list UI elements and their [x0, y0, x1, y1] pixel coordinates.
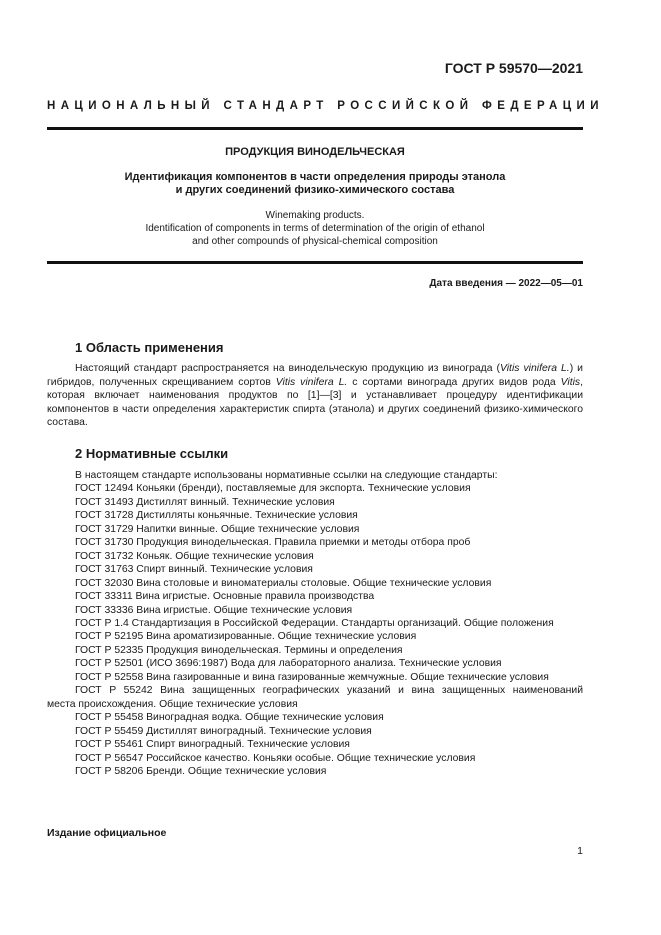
reference-item: ГОСТ 31728 Дистилляты коньячные. Технические условия — [75, 510, 358, 522]
reference-item: ГОСТ 32030 Вина столовые и виноматериалы столовые. Общие технические условия — [75, 577, 492, 589]
title-bottom-rule — [47, 261, 583, 264]
page-number: 1 — [577, 845, 583, 857]
document-number: ГОСТ Р 59570—2021 — [444, 60, 583, 76]
normative-references — [47, 469, 583, 778]
reference-item: ГОСТ Р 58206 Бренди. Общие технические условия — [75, 765, 327, 777]
reference-item: ГОСТ 12494 Коньяки (бренди), поставляемые для экспорта. Технические условия — [75, 483, 471, 495]
reference-item: ГОСТ 33311 Вина игристые. Основные правила производства — [75, 591, 375, 603]
reference-item-continuation: места происхождения. Общие технические условия — [47, 698, 298, 710]
reference-item: ГОСТ Р 1.4 Стандартизация в Российской Федерации. Стандарты организаций. Общие положения — [75, 617, 554, 629]
reference-item: ГОСТ Р 55242 Вина защищенных географических указаний и вина защищенных наименований — [75, 685, 583, 697]
top-rule — [47, 127, 583, 130]
reference-item: ГОСТ Р 52335 Продукция винодельческая. Термины и определения — [75, 644, 403, 656]
reference-item: ГОСТ 31729 Напитки винные. Общие технические условия — [75, 523, 360, 535]
reference-item: ГОСТ Р 52195 Вина ароматизированные. Общие технические условия — [75, 631, 417, 643]
scope-italic-1: Vitis vinifera L. — [500, 363, 570, 374]
scope-text-part-1: Настоящий стандарт распространяется на винодельческую продукцию из винограда ( — [75, 363, 500, 374]
scope-text-part-3: с сортами винограда других видов рода — [347, 376, 561, 388]
reference-item: ГОСТ 31730 Продукция винодельческая. Правила приемки и методы отбора проб — [75, 537, 471, 549]
title-en-line-3: and other compounds of physical-chemical composition — [192, 236, 438, 247]
reference-item: ГОСТ 31732 Коньяк. Общие технические условия — [75, 550, 314, 562]
reference-item: ГОСТ Р 56547 Российское качество. Коньяки особые. Общие технические условия — [75, 752, 476, 764]
subtitle-ru-line-2: и других соединений физико-химического состава — [175, 184, 455, 196]
reference-item: ГОСТ Р 52558 Вина газированные и вина газированные жемчужные. Общие технические условия — [75, 671, 549, 683]
section-2-heading: 2 Нормативные ссылки — [75, 446, 229, 461]
introduction-date: Дата введения — 2022—05—01 — [429, 278, 583, 289]
reference-item: ГОСТ Р 55458 Виноградная водка. Общие технические условия — [75, 712, 384, 724]
reference-item: ГОСТ Р 55461 Спирт виноградный. Технические условия — [75, 739, 350, 751]
title-en — [47, 209, 583, 248]
subtitle-ru — [47, 171, 583, 197]
reference-item: ГОСТ Р 55459 Дистиллят виноградный. Технические условия — [75, 725, 372, 737]
section-1-text — [47, 362, 583, 430]
subtitle-ru-line-1: Идентификация компонентов в части определения природы этанола — [124, 171, 506, 183]
title-ru: ПРОДУКЦИЯ ВИНОДЕЛЬЧЕСКАЯ — [225, 146, 405, 158]
reference-item: ГОСТ 31763 Спирт винный. Технические условия — [75, 564, 313, 576]
reference-item: ГОСТ 31493 Дистиллят винный. Технические условия — [75, 496, 335, 508]
reference-item: ГОСТ 33336 Вина игристые. Общие технические условия — [75, 604, 353, 616]
references-intro: В настоящем стандарте использованы нормативные ссылки на следующие стандарты: — [75, 470, 498, 481]
reference-item: ГОСТ Р 52501 (ИСО 3696:1987) Вода для лабораторного анализа. Технические условия — [75, 658, 502, 670]
scope-text-part-4: , которая включает наименования продуктов по [1]—[3] и устанавливает процедуру идентификации компонентов в части определения характеристик спирта (этанола) и других соединений физико-химического состава. — [47, 376, 583, 428]
scope-italic-2: Vitis vinifera L. — [275, 376, 348, 388]
title-en-line-2: Identification of components in terms of determination of the origin of ethanol — [145, 223, 485, 234]
scope-italic-3: Vitis — [560, 376, 581, 388]
official-edition-label: Издание официальное — [47, 827, 167, 839]
scope-text-part-2: ) и гибридов, полученных скрещиванием сортов — [47, 363, 583, 388]
title-en-line-1: Winemaking products. — [265, 210, 365, 221]
section-1-heading: 1 Область применения — [75, 340, 224, 355]
national-standard-banner: НАЦИОНАЛЬНЫЙ СТАНДАРТ РОССИЙСКОЙ ФЕДЕРАЦИИ — [47, 100, 604, 112]
